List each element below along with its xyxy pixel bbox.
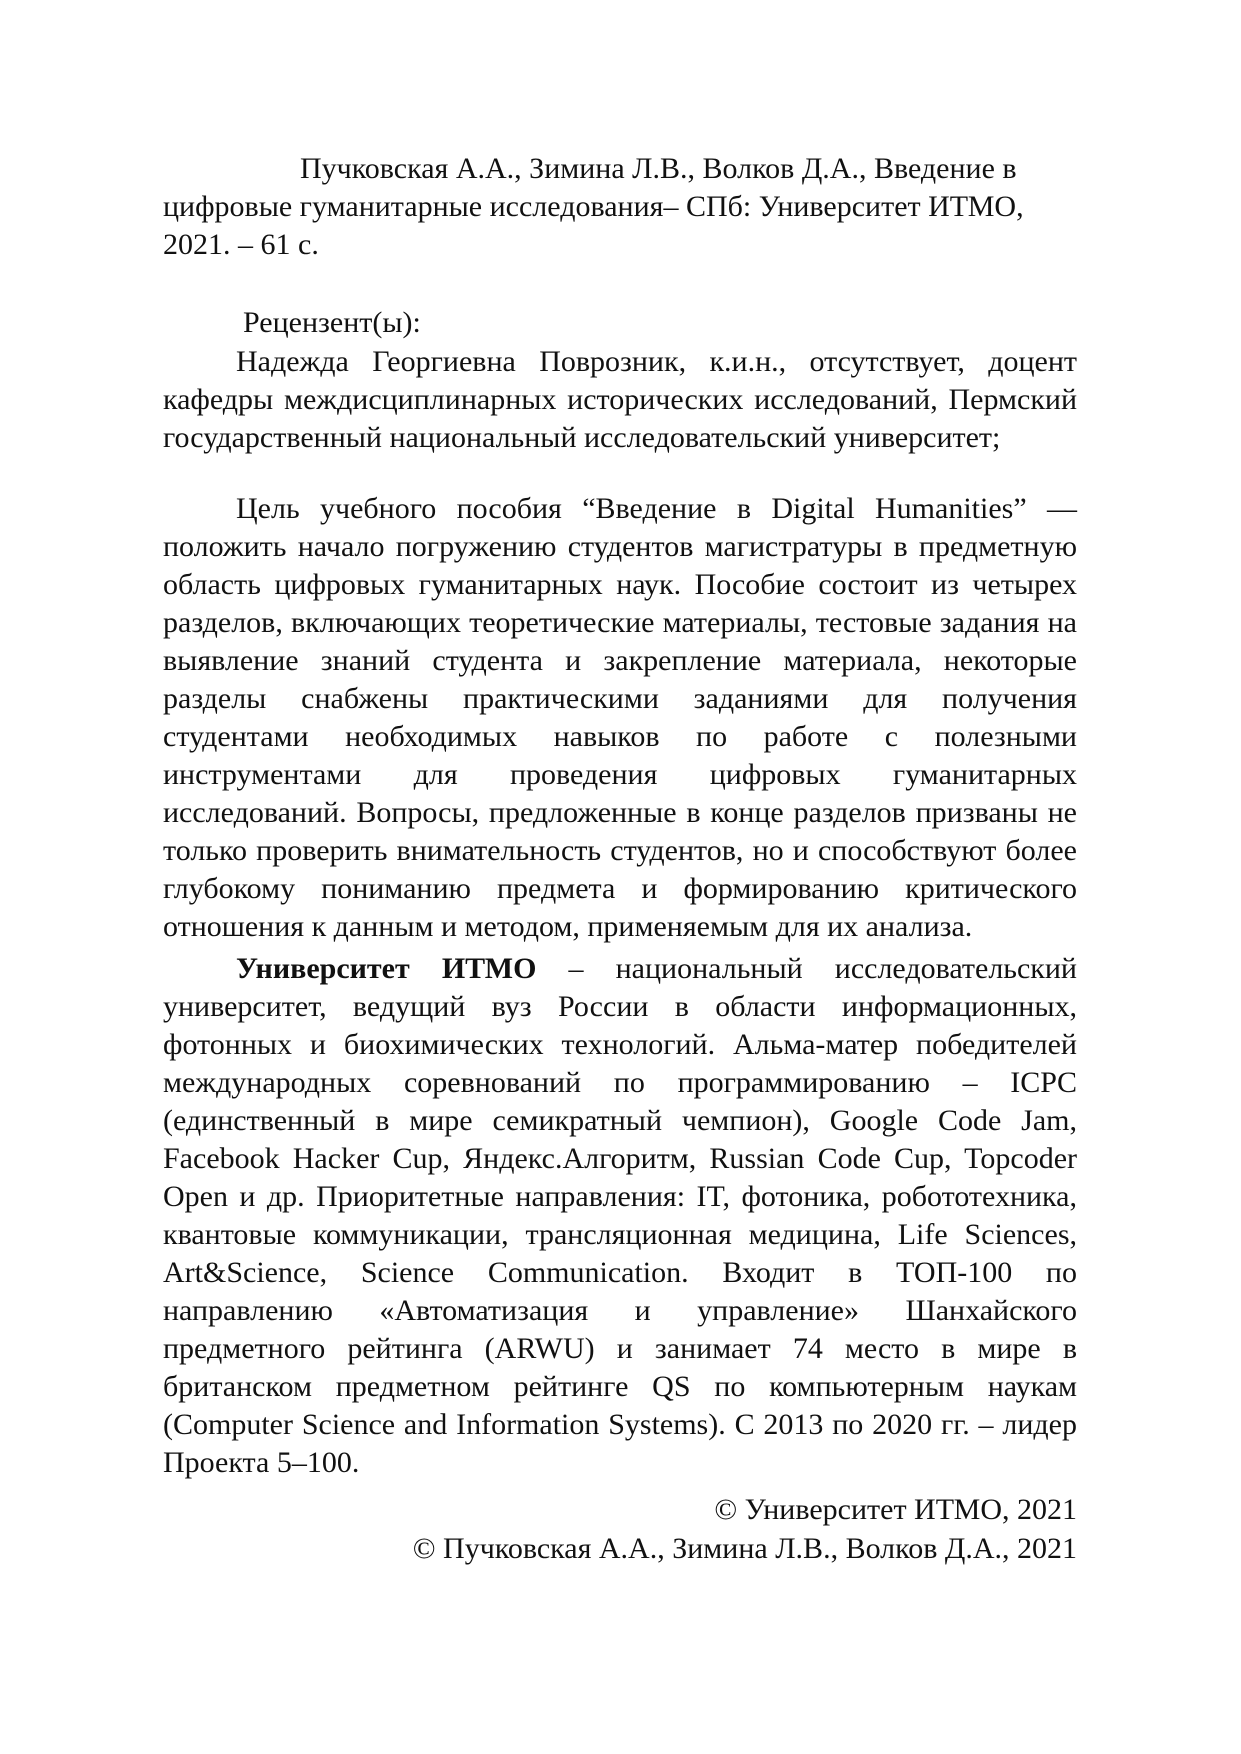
copyright-university: © Университет ИТМО, 2021 xyxy=(714,1493,1077,1526)
university-description: – национальный исследовательский университет, ведущий вуз России в области информационных, фотонных и биохимических технологий. Альма-матер победителей международных соревнований по программированию – ICPC (единственный в мире семикратный чемпион), Google Code Jam, Facebook Hacker Cup, Яндекс.Алгоритм, Russian Code Cup, Topcoder Open и др. Приоритетные направления: IT, фотоника, робототехника, квантовые коммуникации, трансляционная медицина, Life Sciences, Art&Science, Science Communication. Входит в ТОП-100 по направлению «Автоматизация и управление» Шанхайского предметного рейтинга (ARWU) и занимает 74 место в мире в британском предметном рейтинге QS по компьютерным наукам (Computer Science and Information Systems). С 2013 по 2020 гг. – лидер Проекта 5–100. xyxy=(163,952,1077,1479)
reviewer-info: Надежда Георгиевна Поврозник, к.и.н., отсутствует, доцент кафедры междисциплинарных исторических исследований, Пермский государственный национальный исследовательский университет; xyxy=(163,345,1077,454)
university-name: Университет ИТМО xyxy=(236,952,537,985)
reviewers-heading: Рецензент(ы): xyxy=(243,306,421,339)
bibliographic-citation: Пучковская А.А., Зимина Л.В., Волков Д.А., Введение в цифровые гуманитарные исследования– СПб: Университет ИТМО, 2021. – 61 с. xyxy=(163,152,1024,261)
copyright-authors: © Пучковская А.А., Зимина Л.В., Волков Д.А., 2021 xyxy=(412,1532,1077,1565)
annotation-paragraph: Цель учебного пособия “Введение в Digital Humanities” — положить начало погружению студентов магистратуры в предметную область цифровых гуманитарных наук. Пособие состоит из четырех разделов, включающих теоретические материалы, тестовые задания на выявление знаний студента и закрепление материала, некоторые разделы снабжены практическими заданиями для получения студентами необходимых навыков по работе с полезными инструментами для проведения цифровых гуманитарных исследований. Вопросы, предложенные в конце разделов призваны не только проверить внимательность студентов, но и способствуют более глубокому пониманию предмета и формированию критического отношения к данным и методом, применяемым для их анализа. xyxy=(163,492,1077,943)
university-description-paragraph xyxy=(163,950,1077,1482)
copyright-block xyxy=(413,1490,1077,1568)
